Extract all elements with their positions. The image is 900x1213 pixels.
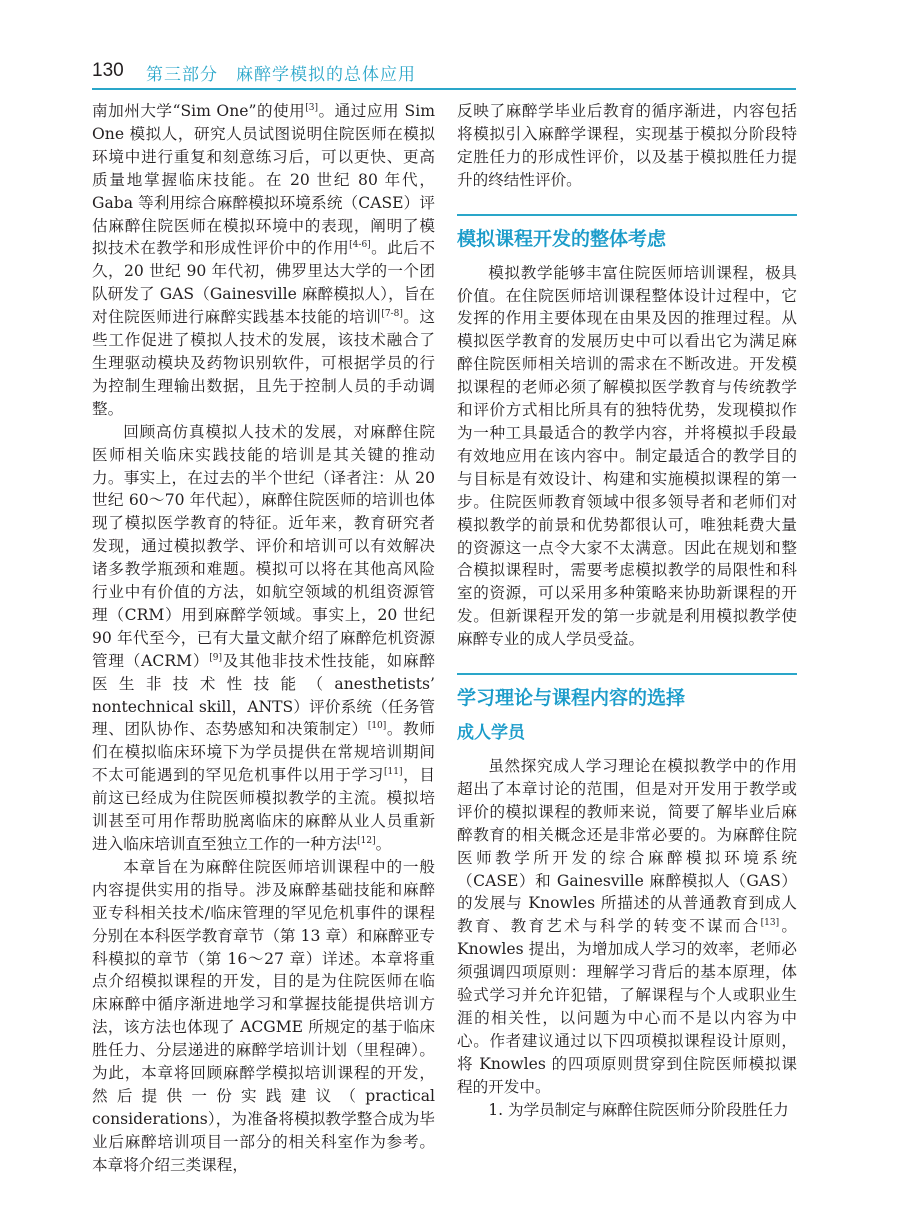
page-number: 130	[92, 60, 124, 81]
running-title: 第三部分 麻醉学模拟的总体应用	[146, 65, 416, 85]
paragraph-4: 模拟教学能够丰富住院医师培训课程，极具价值。在住院医师培训课程整体设计过程中，它发挥的作用主要体现在由果及因的推理过程。从模拟医学教育的发展历史中可以看出它为满足麻醉住院医师相关培训的需求在不断改进。开发模拟课程的老师必须了解模拟医学教育与传统教学和评价方式相比所具有的独特优势，发现模拟作为一种工具最适合的教学内容，并将模拟手段最有效地应用在该内容中。制定最适合的教学目的与目标是有效设计、构建和实施模拟课程的第一步。住院医师教育领域中很多领导者和老师们对模拟教学的前景和优势都很认可，唯独耗费大量的资源这一点令大家不太满意。因此在规划和整合模拟课程时，需要考虑模拟教学的局限性和科室的资源，可以采用多种策略来协助新课程的开发。但新课程开发的第一步就是利用模拟教学使麻醉专业的成人学员受益。	[457, 263, 797, 649]
citation: [13]	[760, 918, 780, 929]
list-item-1: 1. 为学员制定与麻醉住院医师分阶段胜任力	[488, 1100, 789, 1119]
text-run: 。这些工作促进了模拟人技术的发展，该技术融合了生理驱动模块及药物识别软件，可根据学员的行为控制生理输出数据，且先于控制人员的手动调整。	[92, 308, 435, 418]
text-run: 虽然探究成人学习理论在模拟教学中的作用超出了本章讨论的范围，但是对开发用于教学或评价的模拟课程的教师来说，简要了解毕业后麻醉教育的相关概念还是非常必要的。为麻醉住院医师教学所开发的综合麻醉模拟环境系统（CASE）和 Gainesville 麻醉模拟人（GAS）的发展与 Knowles 所描述的从普通教育到成人教育、教育艺术与科学的转变不谋而合	[457, 757, 797, 936]
text-run: 。通过应用 Sim One 模拟人，研究人员试图说明住院医师在模拟环境中进行重复和刻意练习后，可以更快、更高质量地掌握临床技能。在 20 世纪 80 年代，Gaba 等利用综合麻醉模拟环境系统（CASE）评估麻醉住院医师在模拟环境中的表现，阐明了模拟技术在教学和形成性评价中的作用	[92, 102, 435, 258]
right-column	[457, 100, 797, 1122]
text-run: 。教师们在模拟临床环境下为学员提供在常规培训期间不太可能遇到的罕见危机事件以用于学习	[92, 720, 435, 785]
text-run: 。此后不久，20 世纪 90 年代初，佛罗里达大学的一个团队研发了 GAS（Gainesville 麻醉模拟人），旨在对住院医师进行麻醉实践基本技能的培训	[92, 239, 435, 327]
header-rule	[92, 88, 796, 90]
text-run: ，目前这已经成为住院医师模拟教学的主流。模拟培训甚至可用作帮助脱离临床的麻醉从业人员重新进入临床培训直至独立工作的一种方法	[92, 766, 435, 853]
section-heading: 模拟课程开发的整体考虑	[457, 227, 667, 250]
subsection-heading: 成人学员	[457, 723, 525, 744]
citation: [9]	[209, 652, 222, 663]
left-column	[92, 100, 435, 1177]
citation: [7-8]	[381, 308, 403, 319]
section-curriculum-development	[457, 214, 797, 651]
paragraph-1	[92, 100, 435, 421]
section-learning-theory	[457, 673, 797, 1122]
paragraph-2	[92, 421, 435, 856]
citation: [12]	[357, 835, 376, 846]
citation: [10]	[367, 721, 387, 732]
citation: [4-6]	[349, 240, 371, 251]
page-header	[92, 58, 792, 84]
text-run: 。Knowles 提出，为增加成人学习的效率，老师必须强调四项原则：理解学习背后的基本原理，体验式学习并允许犯错，了解课程与个人或职业生涯的相关性，以问题为中心而不是以内容为中心。作者建议通过以下四项模拟课程设计原则，将 Knowles 的四项原则贯穿到住院医师模拟课程的开发中。	[457, 917, 797, 1096]
section-heading: 学习理论与课程内容的选择	[457, 687, 686, 710]
paragraph-continued: 反映了麻醉学毕业后教育的循序渐进，内容包括将模拟引入麻醉学课程，实现基于模拟分阶段特定胜任力的形成性评价，以及基于模拟胜任力提升的终结性评价。	[457, 102, 797, 189]
text-run: 及其他非技术性技能，如麻醉医生非技术性技能（anesthetists’ nontechnical skill，ANTS）评价系统（任务管理、团队协作、态势感知和决策制定）	[92, 651, 435, 739]
paragraph-3: 本章旨在为麻醉住院医师培训课程中的一般内容提供实用的指导。涉及麻醉基础技能和麻醉亚专科相关技术/临床管理的罕见危机事件的课程分别在本科医学教育章节（第 13 章）和麻醉亚专科模拟的章节（第 16～27 章）详述。本章将重点介绍模拟课程的开发，目的是为住院医师在临床麻醉中循序渐进地学习和掌握技能提供培训方法，该方法也体现了 ACGME 所规定的基于临床胜任力、分层递进的麻醉学培训计划（里程碑）。为此，本章将回顾麻醉学模拟培训课程的开发，然后提供一份实践建议（practical considerations），为准备将模拟教学整合成为毕业后麻醉培训项目一部分的相关科室作为参考。本章将介绍三类课程，	[92, 857, 435, 1174]
citation: [3]	[305, 102, 319, 113]
text-run: 回顾高仿真模拟人技术的发展，对麻醉住院医师相关临床实践技能的培训是其关键的推动力。事实上，在过去的半个世纪（译者注：从 20 世纪 60～70 年代起），麻醉住院医师的培训也体现了模拟医学教育的特征。近年来，教育研究者发现，通过模拟教学、评价和培训可以有效解决诸多教学瓶颈和难题。模拟可以将在其他高风险行业中有价值的方法，如航空领域的机组资源管理（CRM）用到麻醉学领域。事实上，20 世纪 90 年代至今，已有大量文献介绍了麻醉危机资源管理（ACRM）	[92, 422, 435, 670]
text-run: 。	[375, 835, 392, 853]
paragraph-5	[457, 755, 797, 1099]
text-run: 南加州大学“Sim One”的使用	[92, 102, 306, 120]
citation: [11]	[384, 767, 403, 778]
